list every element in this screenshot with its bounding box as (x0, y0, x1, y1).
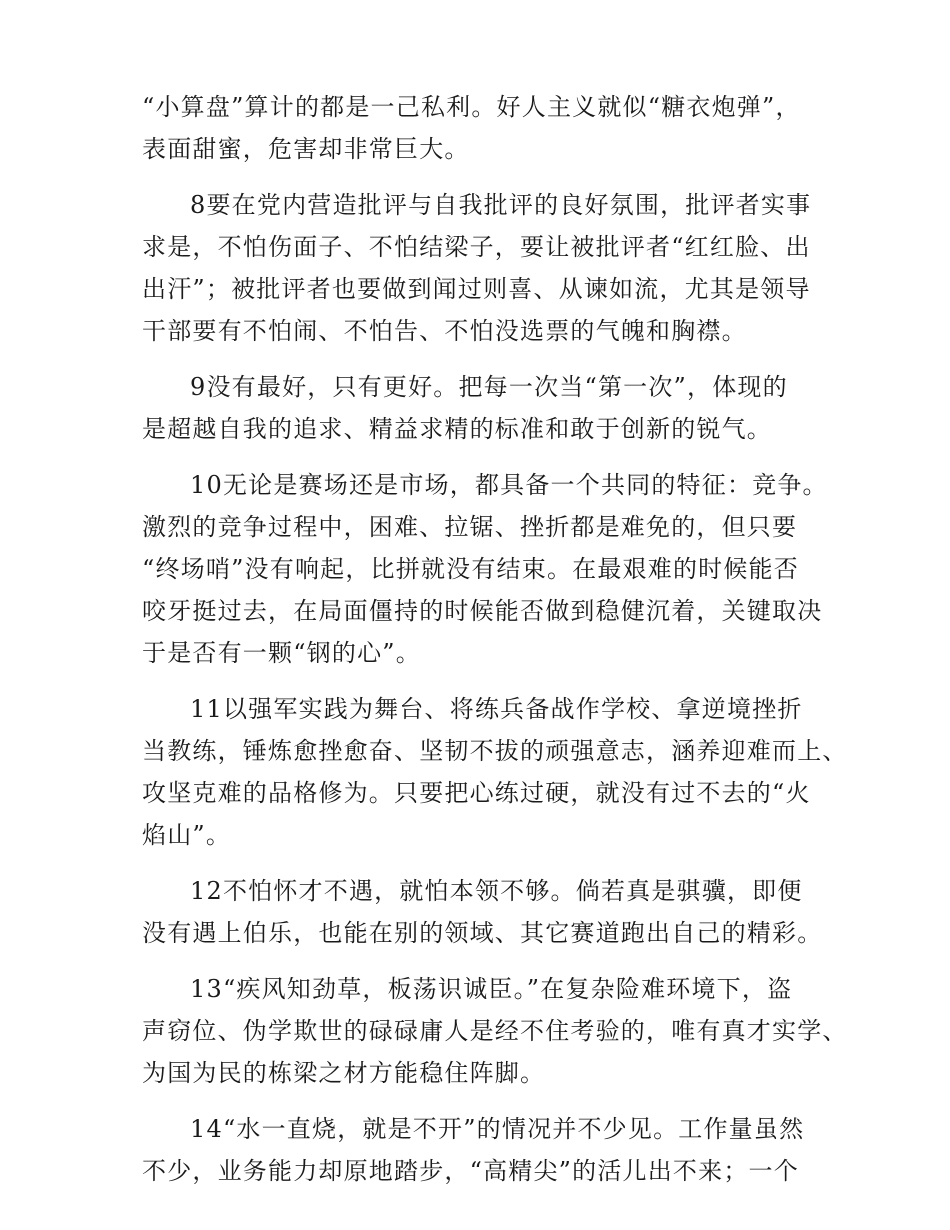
paragraph-gap (142, 170, 832, 184)
text-line: 不少，业务能力却原地踏步，“高精尖”的活儿出不来；一个 (142, 1157, 799, 1185)
text-line: 焰山”。 (142, 821, 232, 849)
text-line: 干部要有不怕闹、不怕告、不怕没选票的气魄和胸襟。 (142, 317, 747, 345)
text-line: “终场哨”没有响起，比拼就没有结束。在最艰难的时候能否 (142, 555, 799, 583)
text-line: 是超越自我的追求、精益求精的标准和敢于创新的锐气。 (142, 415, 772, 443)
paragraph-gap (142, 954, 832, 968)
text-line: 8要在党内营造批评与自我批评的良好氛围，批评者实事 (190, 191, 812, 219)
paragraph-gap (142, 674, 832, 688)
text-line: 没有遇上伯乐，也能在别的领域、其它赛道跑出自己的精彩。 (142, 919, 823, 947)
paragraph-gap (142, 352, 832, 366)
paragraph-gap (142, 1094, 832, 1108)
text-line: 激烈的竞争过程中，困难、拉锯、挫折都是难免的，但只要 (142, 513, 798, 541)
paragraph-gap (142, 450, 832, 464)
text-line: 出汗”；被批评者也要做到闻过则喜、从谏如流，尤其是领导 (142, 275, 811, 303)
text-line: 14“水一直烧，就是不开”的情况并不少见。工作量虽然 (190, 1115, 805, 1143)
text-line: 于是否有一颗“钢的心”。 (142, 639, 421, 667)
document-body (142, 86, 848, 1192)
text-line: 声窃位、伪学欺世的碌碌庸人是经不住考验的，唯有真才实学、 (142, 1017, 848, 1045)
text-line: 攻坚克难的品格修为。只要把心练过硬，就没有过不去的“火 (142, 779, 811, 807)
text-line: 11以强军实践为舞台、将练兵备战作学校、拿逆境挫折 (190, 695, 803, 723)
text-line: 12不怕怀才不遇，就怕本领不够。倘若真是骐骥，即便 (190, 877, 803, 905)
text-line: 为国为民的栋梁之材方能稳住阵脚。 (142, 1059, 546, 1087)
paragraph-gap (142, 856, 832, 870)
text-line: 9没有最好，只有更好。把每一次当“第一次”，体现的 (190, 373, 788, 401)
text-line: 13“疾风知劲草，板荡识诚臣。”在复杂险难环境下，盗 (190, 975, 793, 1003)
text-line: 表面甜蜜，危害却非常巨大。 (142, 135, 470, 163)
text-line: “小算盘”算计的都是一己私利。好人主义就似“糖衣炮弹”， (142, 93, 801, 121)
text-line: 10无论是赛场还是市场，都具备一个共同的特征：竞争。 (190, 471, 828, 499)
text-line: 求是，不怕伤面子、不怕结梁子，要让被批评者“红红脸、出 (142, 233, 811, 261)
text-line: 当教练，锤炼愈挫愈奋、坚韧不拔的顽强意志，涵养迎难而上、 (142, 737, 848, 765)
text-line: 咬牙挺过去，在局面僵持的时候能否做到稳健沉着，关键取决 (142, 597, 823, 625)
